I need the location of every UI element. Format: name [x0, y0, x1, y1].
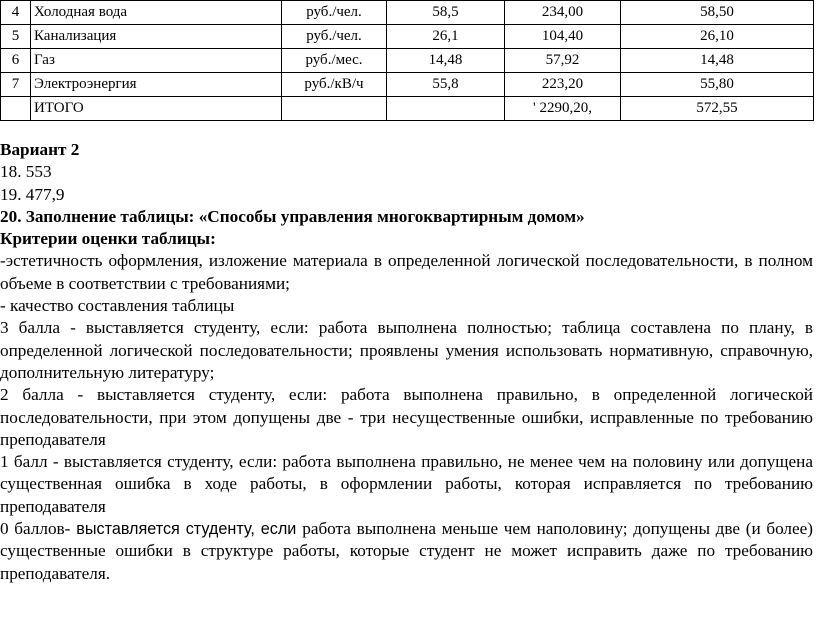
value-2: 57,92	[505, 49, 621, 73]
score-2-description: 2 балла - выставляется студенту, если: работа выполнена правильно, в определенной логической последовательности, при этом допущены две - три несущественные ошибки, исправленные по требованию преподавателя	[0, 385, 813, 449]
value-1: 58,5	[387, 1, 505, 25]
score-0-rest: работа выполнена меньше чем наполовину; допущены две (и более) существенные ошибки в структуре работы, которые студент не может исправить даже по требованию преподавателя.	[0, 519, 813, 583]
value-3: 26,10	[621, 25, 814, 49]
score-0-sans-part: выставляется студенту, если	[70, 520, 303, 539]
value-1: 55,8	[387, 73, 505, 97]
row-number: 4	[1, 1, 31, 25]
row-number: 5	[1, 25, 31, 49]
empty-cell	[387, 97, 505, 121]
empty-cell	[282, 97, 387, 121]
total-value-2: ' 2290,20,	[505, 97, 621, 121]
answer-18: 18. 553	[0, 162, 52, 182]
total-label: ИТОГО	[31, 97, 282, 121]
document-body	[0, 139, 813, 585]
value-3: 14,48	[621, 49, 814, 73]
service-name: Холодная вода	[31, 1, 282, 25]
criterion-2: - качество составления таблицы	[0, 296, 235, 316]
table-row	[1, 49, 814, 73]
service-name: Газ	[31, 49, 282, 73]
utilities-table	[0, 0, 814, 121]
criteria-heading: Критерии оценки таблицы:	[0, 229, 216, 249]
answer-19: 19. 477,9	[0, 184, 65, 204]
row-number: 6	[1, 49, 31, 73]
unit: руб./чел.	[282, 1, 387, 25]
unit: руб./мес.	[282, 49, 387, 73]
table-total-row	[1, 97, 814, 121]
value-2: 234,00	[505, 1, 621, 25]
value-1: 14,48	[387, 49, 505, 73]
service-name: Канализация	[31, 25, 282, 49]
value-2: 223,20	[505, 73, 621, 97]
total-value-3: 572,55	[621, 97, 814, 121]
score-0-prefix: 0 баллов-	[0, 519, 71, 539]
value-2: 104,40	[505, 25, 621, 49]
row-number: 7	[1, 73, 31, 97]
service-name: Электроэнергия	[31, 73, 282, 97]
unit: руб./чел.	[282, 25, 387, 49]
value-1: 26,1	[387, 25, 505, 49]
value-3: 58,50	[621, 1, 814, 25]
value-3: 55,80	[621, 73, 814, 97]
score-0-description	[0, 518, 813, 585]
variant-heading: Вариант 2	[0, 140, 80, 159]
table-row	[1, 1, 814, 25]
score-1-description: 1 балл - выставляется студенту, если: работа выполнена правильно, не менее чем на половину или допущена существенная ошибка в ходе работы, в оформлении работы, которая исправляется по требованию преподавателя	[0, 452, 813, 516]
criterion-1: -эстетичность оформления, изложение материала в определенной логической последовательности, в полном объеме в соответствии с требованиями;	[0, 251, 813, 293]
table-row	[1, 73, 814, 97]
unit: руб./кВ/ч	[282, 73, 387, 97]
task-20-heading: 20. Заполнение таблицы: «Способы управления многоквартирным домом»	[0, 206, 585, 226]
table-row	[1, 25, 814, 49]
empty-cell	[1, 97, 31, 121]
score-3-description: 3 балла - выставляется студенту, если: работа выполнена полностью; таблица составлена по плану, в определенной логической последовательности; проявлены умения использовать нормативную, справочную, дополнительную литературу;	[0, 318, 813, 382]
